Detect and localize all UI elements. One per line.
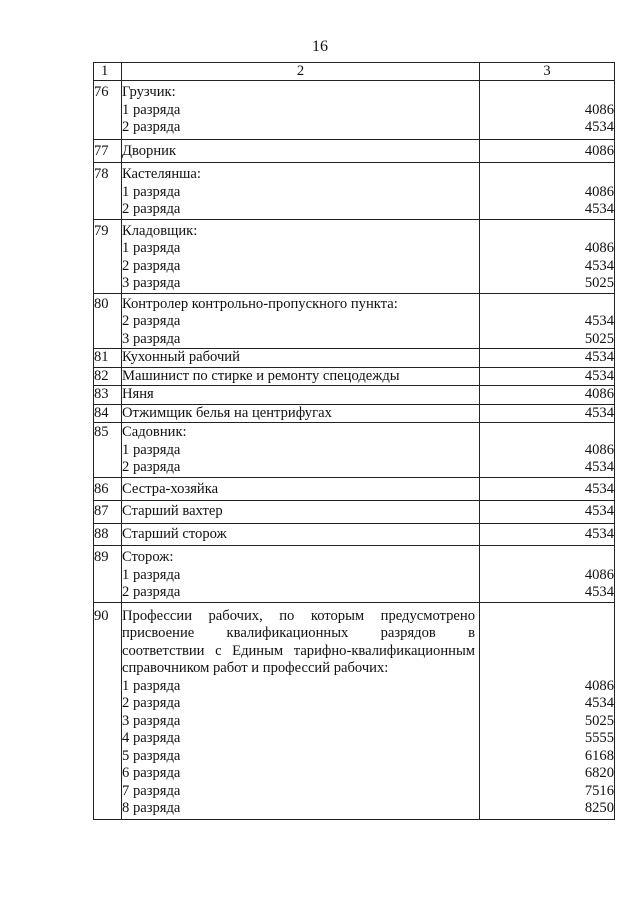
salary-value: 6168 <box>584 747 614 764</box>
row-values <box>480 81 615 140</box>
profession-title: Грузчик: <box>122 84 176 100</box>
profession-title: Контролер контрольно-пропускного пункта: <box>122 295 398 312</box>
row-number: 79 <box>94 219 122 293</box>
salary-value: 7516 <box>584 782 614 799</box>
header-col-2: 2 <box>122 63 480 81</box>
row-number: 77 <box>94 140 122 163</box>
row-values <box>480 293 615 349</box>
row-values <box>480 546 615 603</box>
salary-value: 4534 <box>584 459 614 475</box>
page-number: 16 <box>312 38 328 55</box>
salary-value: 4086 <box>584 677 614 694</box>
salary-value: 5025 <box>584 330 614 347</box>
grade-label: 2 разряда <box>122 119 181 135</box>
header-col-3: 3 <box>480 63 615 81</box>
salary-value: 4534 <box>584 695 614 711</box>
row-number: 90 <box>94 602 122 819</box>
row-number: 80 <box>94 293 122 349</box>
row-description <box>122 81 480 140</box>
grade-label: 2 разряда <box>122 459 181 475</box>
grade-label: 4 разряда <box>122 730 181 746</box>
profession-title: Няня <box>122 386 154 402</box>
salary-value: 4534 <box>584 313 614 329</box>
tariff-table <box>93 62 615 820</box>
grade-label: 7 разряда <box>122 782 181 799</box>
row-number: 89 <box>94 546 122 603</box>
grade-label: 2 разряда <box>122 257 181 274</box>
table-row <box>94 293 615 349</box>
row-description <box>122 501 480 524</box>
row-description <box>122 478 480 501</box>
table-row <box>94 524 615 546</box>
grade-label: 2 разряда <box>122 584 181 600</box>
row-values <box>480 140 615 163</box>
grade-label: 2 разряда <box>122 201 181 217</box>
row-values <box>480 423 615 478</box>
value-spacer <box>480 166 614 184</box>
salary-value: 4086 <box>584 240 614 256</box>
row-values <box>480 524 615 546</box>
row-number: 86 <box>94 478 122 501</box>
row-description <box>122 163 480 220</box>
row-description <box>122 219 480 293</box>
grade-label: 1 разряда <box>122 183 181 200</box>
salary-value: 4086 <box>584 183 614 200</box>
salary-value: 4086 <box>584 566 614 583</box>
grade-label: 1 разряда <box>122 441 181 458</box>
profession-title: Кастелянша: <box>122 166 201 182</box>
salary-value: 4086 <box>584 441 614 458</box>
row-number: 87 <box>94 501 122 524</box>
salary-value: 4534 <box>584 367 614 384</box>
row-values <box>480 404 615 423</box>
table-row <box>94 140 615 163</box>
profession-title: Сестра-хозяйка <box>122 481 219 497</box>
profession-description-line: соответствии с Единым тарифно-квалификационным <box>122 642 475 659</box>
profession-title: Кухонный рабочий <box>122 349 240 365</box>
table-row <box>94 367 615 386</box>
row-number: 78 <box>94 163 122 220</box>
row-description <box>122 404 480 423</box>
row-description <box>122 423 480 478</box>
value-spacer <box>480 223 614 241</box>
grade-label: 5 разряда <box>122 747 181 764</box>
row-values <box>480 478 615 501</box>
salary-value: 4534 <box>584 481 614 497</box>
profession-description-line: присвоение квалификационных разрядов в <box>122 625 475 641</box>
value-spacer <box>480 424 614 442</box>
salary-value: 6820 <box>584 765 614 781</box>
salary-value: 4086 <box>584 101 614 118</box>
table-row <box>94 349 615 368</box>
profession-title: Старший вахтер <box>122 503 223 519</box>
grade-label: 8 разряда <box>122 800 181 816</box>
table-row <box>94 404 615 423</box>
table-row <box>94 81 615 140</box>
grade-label: 1 разряда <box>122 677 181 694</box>
salary-value: 4534 <box>584 526 614 542</box>
value-spacer <box>480 549 614 567</box>
profession-title: Старший сторож <box>122 526 227 542</box>
profession-title: Сторож: <box>122 549 174 565</box>
grade-label: 2 разряда <box>122 695 181 711</box>
table-row <box>94 546 615 603</box>
row-number: 85 <box>94 423 122 478</box>
row-description <box>122 386 480 405</box>
profession-description-line: справочником работ и профессий рабочих: <box>122 660 389 676</box>
value-spacer <box>480 625 614 643</box>
salary-value: 4534 <box>584 503 614 519</box>
row-values <box>480 501 615 524</box>
header-col-1: 1 <box>94 63 122 81</box>
table-row <box>94 219 615 293</box>
salary-value: 4534 <box>584 201 614 217</box>
row-number: 84 <box>94 404 122 423</box>
row-description <box>122 602 480 819</box>
value-spacer <box>480 643 614 661</box>
table-header-row <box>94 63 615 81</box>
row-number: 81 <box>94 349 122 368</box>
row-values <box>480 163 615 220</box>
grade-label: 3 разряда <box>122 330 181 347</box>
row-number: 83 <box>94 386 122 405</box>
salary-value: 4534 <box>584 404 614 421</box>
grade-label: 3 разряда <box>122 275 181 291</box>
profession-title: Кладовщик: <box>122 222 198 239</box>
table-row <box>94 478 615 501</box>
salary-value: 5555 <box>584 730 614 746</box>
table-body <box>94 81 615 820</box>
profession-description-line: Профессии рабочих, по которым предусмотрено <box>122 607 475 624</box>
salary-value: 4086 <box>584 143 614 159</box>
row-values <box>480 367 615 386</box>
grade-label: 3 разряда <box>122 712 181 729</box>
row-values <box>480 386 615 405</box>
salary-value: 4534 <box>584 584 614 600</box>
table-row <box>94 386 615 405</box>
grade-label: 6 разряда <box>122 765 181 781</box>
salary-value: 4534 <box>584 119 614 135</box>
salary-value: 4086 <box>584 386 614 402</box>
table-row <box>94 163 615 220</box>
table-row <box>94 501 615 524</box>
profession-title: Машинист по стирке и ремонту спецодежды <box>122 367 400 384</box>
row-description <box>122 293 480 349</box>
grade-label: 1 разряда <box>122 566 181 583</box>
grade-label: 1 разряда <box>122 101 181 118</box>
profession-title: Садовник: <box>122 424 187 440</box>
table-row <box>94 602 615 819</box>
row-description <box>122 546 480 603</box>
row-description <box>122 140 480 163</box>
row-description <box>122 524 480 546</box>
value-spacer <box>480 608 614 626</box>
profession-title: Дворник <box>122 143 177 159</box>
row-values <box>480 349 615 368</box>
salary-value: 5025 <box>584 712 614 729</box>
profession-title: Отжимщик белья на центрифугах <box>122 404 332 421</box>
row-description <box>122 349 480 368</box>
salary-value: 4534 <box>584 257 614 274</box>
value-spacer <box>480 660 614 678</box>
row-number: 82 <box>94 367 122 386</box>
value-spacer <box>480 84 614 102</box>
grade-label: 1 разряда <box>122 240 181 256</box>
row-description <box>122 367 480 386</box>
row-values <box>480 602 615 819</box>
row-number: 76 <box>94 81 122 140</box>
row-number: 88 <box>94 524 122 546</box>
grade-label: 2 разряда <box>122 313 181 329</box>
salary-value: 8250 <box>584 800 614 816</box>
value-spacer <box>480 296 614 314</box>
row-values <box>480 219 615 293</box>
table-row <box>94 423 615 478</box>
salary-value: 4534 <box>584 349 614 365</box>
salary-value: 5025 <box>584 275 614 291</box>
